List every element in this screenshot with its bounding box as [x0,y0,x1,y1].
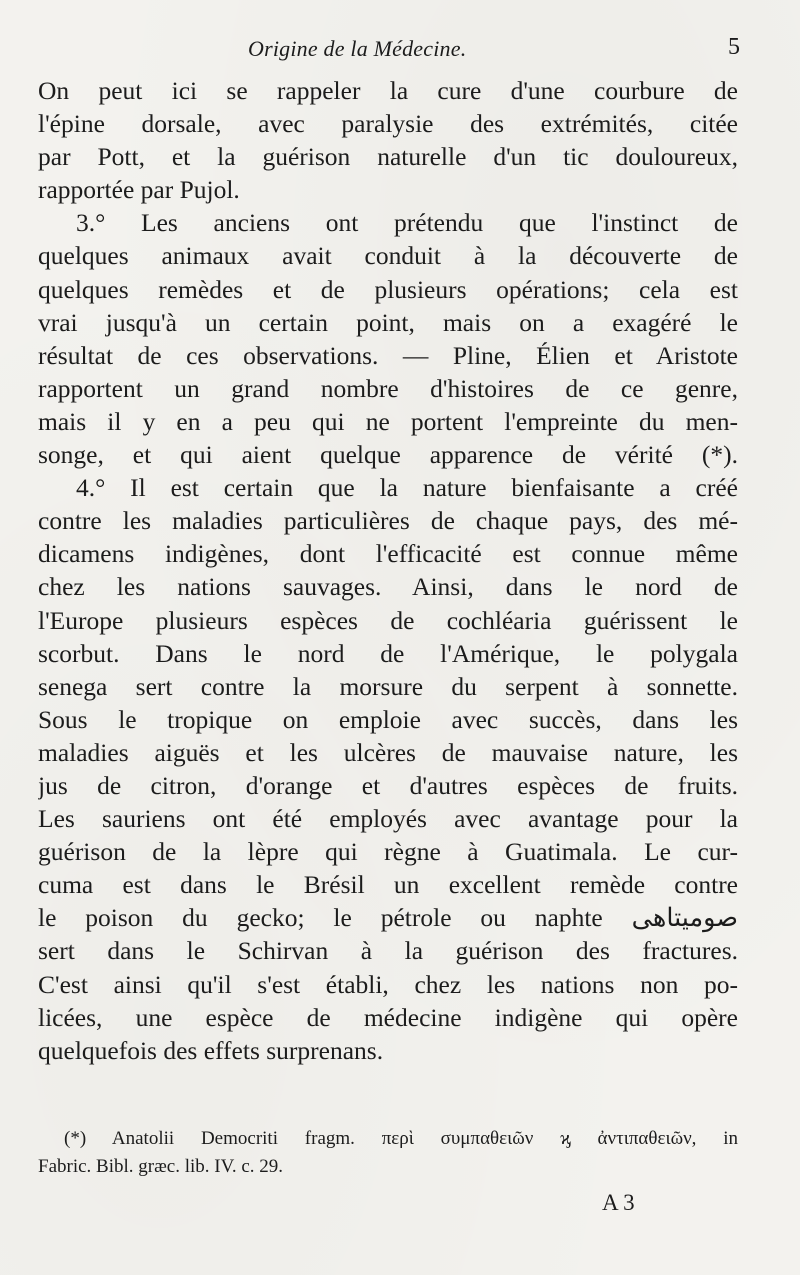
text-line: 3.° Les anciens ont prétendu que l'instinct de [76,208,738,238]
page-header [38,30,738,66]
text-line: résultat de ces observations. — Pline, Élien et Aristote [38,340,738,370]
text-line: 4.° Il est certain que la nature bienfaisante a créé [76,473,738,503]
signature-mark: A 3 [602,1190,635,1215]
text-line: C'est ainsi qu'il s'est établi, chez les nations non po- [38,969,738,999]
text-line: dicamens indigènes, dont l'efficacité est connue même [38,539,738,569]
footnote-line: (*) Anatolii Democriti fragm. περὶ συμπαθειῶν ϗ ἀντιπαθειῶν, in [64,1128,738,1149]
text-line: licées, une espèce de médecine indigène qui opère [38,1002,738,1032]
text-line: quelques remèdes et de plusieurs opérations; cela est [38,274,738,304]
text-line: Sous le tropique on emploie avec succès, dans les [38,704,738,734]
text-line: mais il y en a peu qui ne portent l'empreinte du men- [38,406,738,436]
text-line: l'Europe plusieurs espèces de cochléaria guérissent le [38,605,738,635]
text-line: rapportent un grand nombre d'histoires de ce genre, [38,373,738,403]
text-line: rapportée par Pujol. [38,175,240,205]
footnote [38,1125,738,1181]
footnote-line: Fabric. Bibl. græc. lib. IV. c. 29. [38,1156,284,1177]
text-line: par Pott, et la guérison naturelle d'un tic douloureux, [38,142,738,172]
text-line: maladies aiguës et les ulcères de mauvaise nature, les [38,737,738,767]
text-line: jus de citron, d'orange et d'autres espèces de fruits. [38,770,738,800]
text-line: scorbut. Dans le nord de l'Amérique, le polygala [38,638,738,668]
text-line: vrai jusqu'à un certain point, mais on a exagéré le [38,307,738,337]
text-line: l'épine dorsale, avec paralysie des extrémités, citée [38,109,738,139]
text-line: contre les maladies particulières de chaque pays, des mé- [38,506,738,536]
text-line: le poison du gecko; le pétrole ou naphte صومیتاهی [38,903,738,933]
text-line: cuma est dans le Brésil un excellent remède contre [38,870,738,900]
text-line: sert dans le Schirvan à la guérison des fractures. [38,936,738,966]
text-line: chez les nations sauvages. Ainsi, dans le nord de [38,572,738,602]
text-line: quelquefois des effets surprenans. [38,1035,384,1065]
text-line: Les sauriens ont été employés avec avantage pour la [38,804,738,834]
body-text [38,74,738,1067]
text-line: guérison de la lèpre qui règne à Guatimala. Le cur- [38,837,738,867]
text-line: On peut ici se rappeler la cure d'une courbure de [38,76,738,105]
text-line: songe, et qui aient quelque apparence de vérité (*). [38,440,738,470]
running-title: Origine de la Médecine. [248,36,467,61]
text-line: senega sert contre la morsure du serpent à sonnette. [38,671,738,701]
text-line: quelques animaux avait conduit à la découverte de [38,241,738,271]
page-number: 5 [728,34,740,60]
